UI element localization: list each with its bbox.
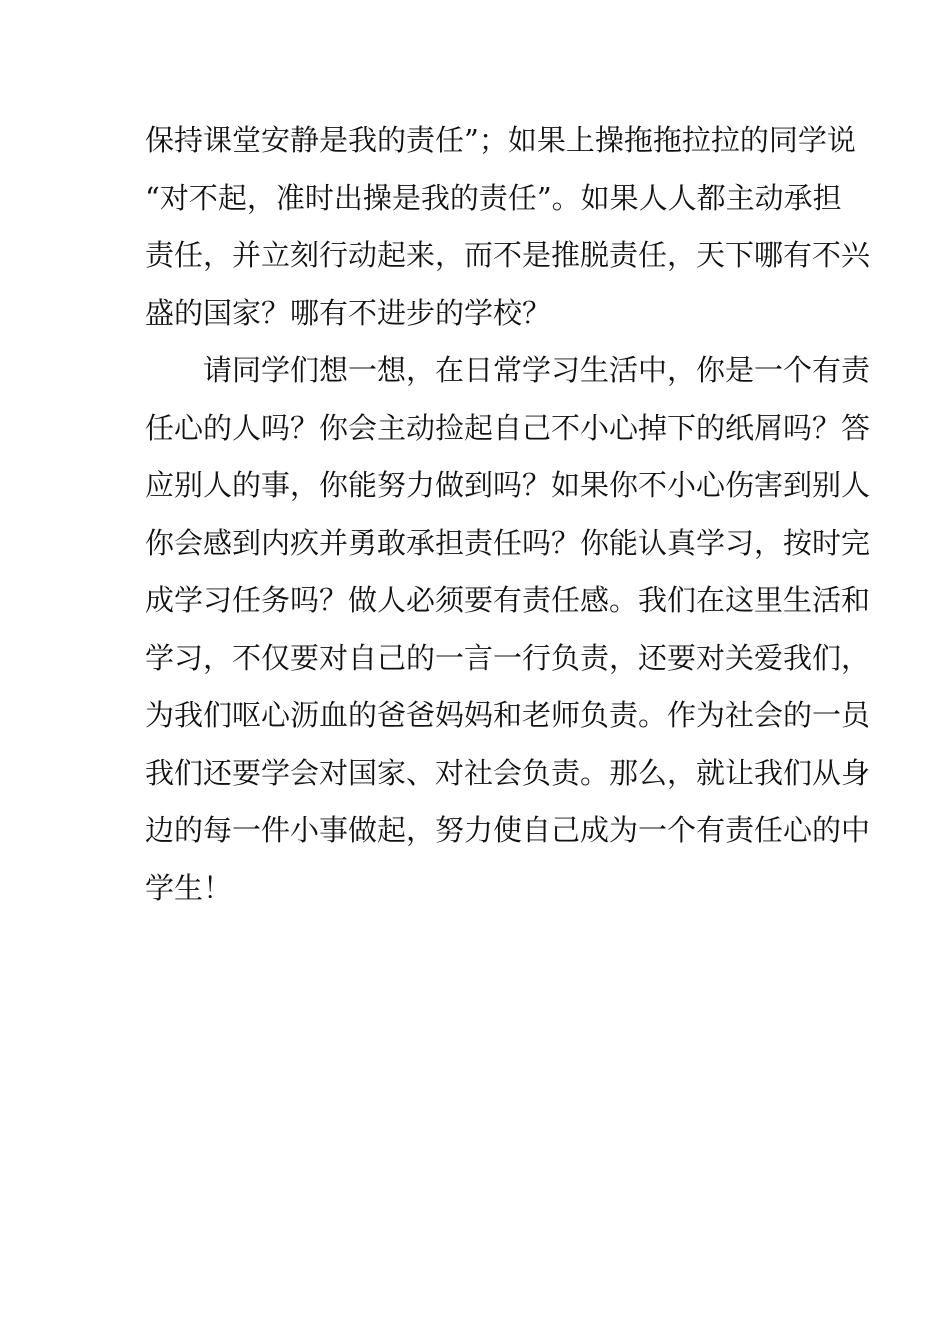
paragraph-line: 为我们呕心沥血的爸爸妈妈和老师负责。作为社会的一员 [145, 698, 871, 732]
paragraph-line: 学习，不仅要对自己的一言一行负责，还要对关爱我们， [145, 640, 871, 675]
paragraph-line: 学生！ [145, 870, 233, 905]
paragraph-line: 边的每一件小事做起，努力使自己成为一个有责任心的中 [145, 813, 871, 847]
paragraph-line: 请同学们想一想，在日常学习生活中，你是一个有责 [203, 353, 871, 387]
paragraph-line: 盛的国家？哪有不进步的学校？ [145, 295, 552, 330]
paragraph-line: 成学习任务吗？做人必须要有责任感。我们在这里生活和 [145, 583, 871, 617]
document-body [145, 112, 871, 917]
paragraph-line: 你会感到内疚并勇敢承担责任吗？你能认真学习，按时完 [145, 525, 871, 560]
paragraph-2 [145, 342, 871, 917]
paragraph-line: 责任，并立刻行动起来，而不是推脱责任，天下哪有不兴 [145, 238, 871, 272]
paragraph-line: 保持课堂安静是我的责任”；如果上操拖拖拉拉的同学说 [145, 123, 856, 157]
paragraph-line: “对不起，准时出操是我的责任”。如果人人都主动承担 [145, 180, 842, 215]
paragraph-line: 任心的人吗？你会主动捡起自己不小心掉下的纸屑吗？答 [145, 410, 871, 445]
paragraph-line: 应别人的事，你能努力做到吗？如果你不小心伤害到别人 [145, 468, 871, 502]
paragraph-1 [145, 112, 871, 342]
paragraph-line: 我们还要学会对国家、对社会负责。那么，就让我们从身 [145, 755, 871, 790]
